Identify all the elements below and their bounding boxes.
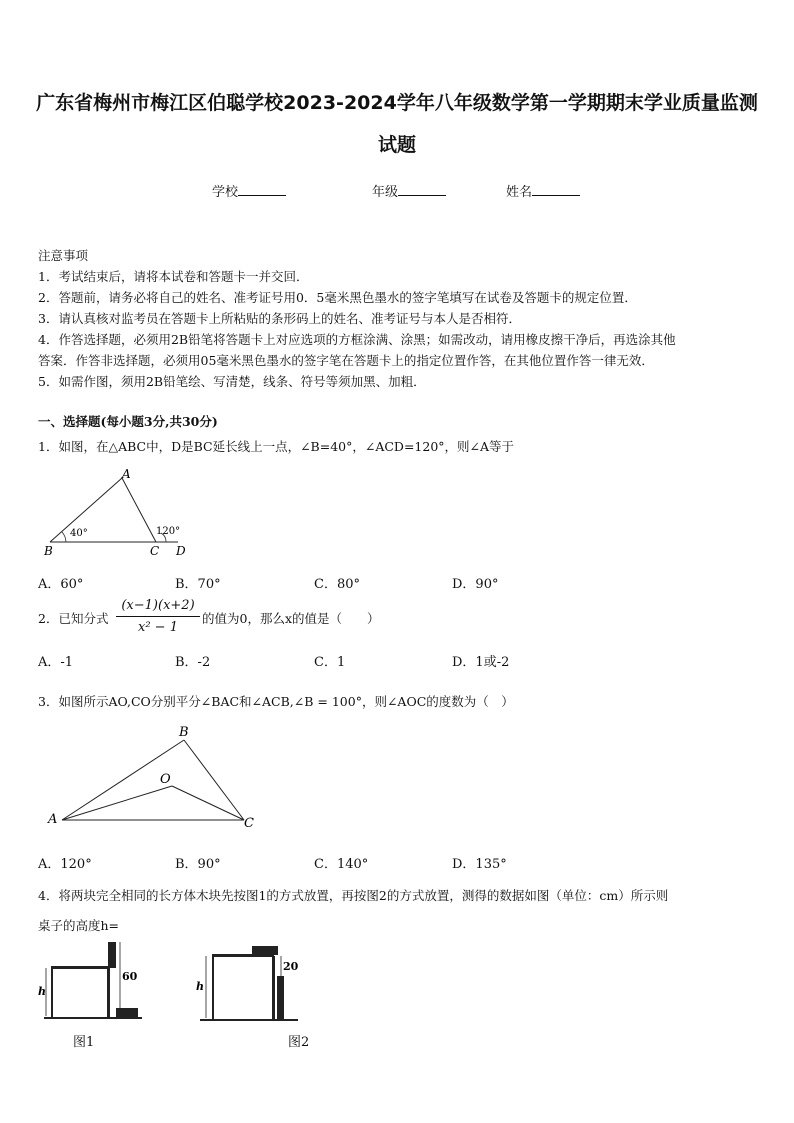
- q3-option-b: B．90°: [175, 857, 221, 872]
- q2-denominator: x² − 1: [138, 620, 178, 635]
- section-heading: 一、选择题(每小题3分,共30分): [38, 414, 218, 429]
- q1-option-a: A．60°: [38, 577, 84, 592]
- q2-fraction-bar: [116, 616, 200, 617]
- school-field: 学校: [212, 181, 286, 200]
- question-3-text: 3．如图所示AO,CO分别平分∠BAC和∠ACB,∠B = 100°，则∠AOC的度数为（ ）: [38, 694, 514, 709]
- q3-label-a: A: [48, 812, 58, 827]
- q3-label-c: C: [244, 816, 254, 831]
- question-3-figure: [40, 722, 270, 834]
- fig2-caption: 图2: [288, 1035, 310, 1050]
- q3-option-d: D．135°: [452, 857, 507, 872]
- q1-angle-b: 40°: [70, 528, 88, 539]
- question-1-figure: [38, 466, 198, 560]
- question-4-text-line1: 4．将两块完全相同的长方体木块先按图1的方式放置，再按图2的方式放置，测得的数据如图（单位：cm）所示则: [38, 888, 669, 903]
- q2-option-d: D．1或-2: [452, 655, 510, 670]
- q1-option-c: C．80°: [314, 577, 360, 592]
- q2-option-a: A．-1: [38, 655, 74, 670]
- q1-option-b: B．70°: [175, 577, 221, 592]
- page-title-line2: 试题: [377, 134, 416, 156]
- note-item-4: 4．作答选择题，必须用2B铅笔将答题卡上对应选项的方框涂满、涂黑；如需改动，请用橡皮擦干净后，再选涂其他: [38, 332, 676, 347]
- note-item-5: 5．如需作图，须用2B铅笔绘、写清楚，线条、符号等须加黑、加粗．: [38, 374, 426, 389]
- q3-option-a: A．120°: [38, 857, 92, 872]
- q3-label-o: O: [160, 772, 171, 787]
- q1-label-c: C: [150, 544, 160, 558]
- name-field: 姓名: [506, 181, 580, 200]
- notes-heading: 注意事项: [38, 248, 89, 263]
- question-4-text-line2: 桌子的高度h=: [38, 918, 120, 933]
- note-item-4-cont: 答案．作答非选择题，必须用05毫米黑色墨水的签字笔在答题卡上的指定位置作答，在其他位置作答一律无效．: [38, 353, 654, 368]
- note-item-2: 2．答题前，请务必将自己的姓名、准考证号用0．5毫米黑色墨水的签字笔填写在试卷及答题卡的规定位置．: [38, 290, 637, 305]
- grade-field: 年级: [372, 181, 446, 200]
- fig2-h-label: h: [196, 980, 204, 993]
- page-title-line1: 广东省梅州市梅江区伯聪学校2023-2024学年八年级数学第一学期期末学业质量监测: [36, 92, 758, 114]
- q2-prefix: 2．已知分式: [38, 611, 109, 626]
- q1-label-b: B: [44, 544, 53, 558]
- q2-option-c: C．1: [314, 655, 346, 670]
- q2-suffix: 的值为0，那么x的值是（ ）: [202, 611, 380, 626]
- q1-option-d: D．90°: [452, 577, 499, 592]
- q2-numerator: (x−1)(x+2): [121, 598, 195, 613]
- q2-option-b: B．-2: [175, 655, 211, 670]
- fig1-caption: 图1: [73, 1035, 95, 1050]
- fig2-dim-20: 20: [283, 960, 299, 973]
- question-1-text: 1．如图，在△ABC中，D是BC延长线上一点，∠B=40°，∠ACD=120°，则∠A等于: [38, 439, 515, 454]
- q1-angle-acd: 120°: [156, 526, 181, 537]
- fig1-h-label: h: [38, 985, 46, 998]
- q1-label-a: A: [122, 467, 131, 481]
- q3-option-c: C．140°: [314, 857, 369, 872]
- question-4-figure-1: [38, 938, 148, 1022]
- q1-label-d: D: [176, 544, 186, 558]
- note-item-3: 3．请认真核对监考员在答题卡上所粘贴的条形码上的姓名、准考证号与本人是否相符．: [38, 311, 521, 326]
- question-4-figure-2: [194, 940, 304, 1024]
- note-item-1: 1．考试结束后，请将本试卷和答题卡一并交回．: [38, 269, 309, 284]
- fig1-dim-60: 60: [122, 970, 138, 983]
- q3-label-b: B: [179, 725, 189, 740]
